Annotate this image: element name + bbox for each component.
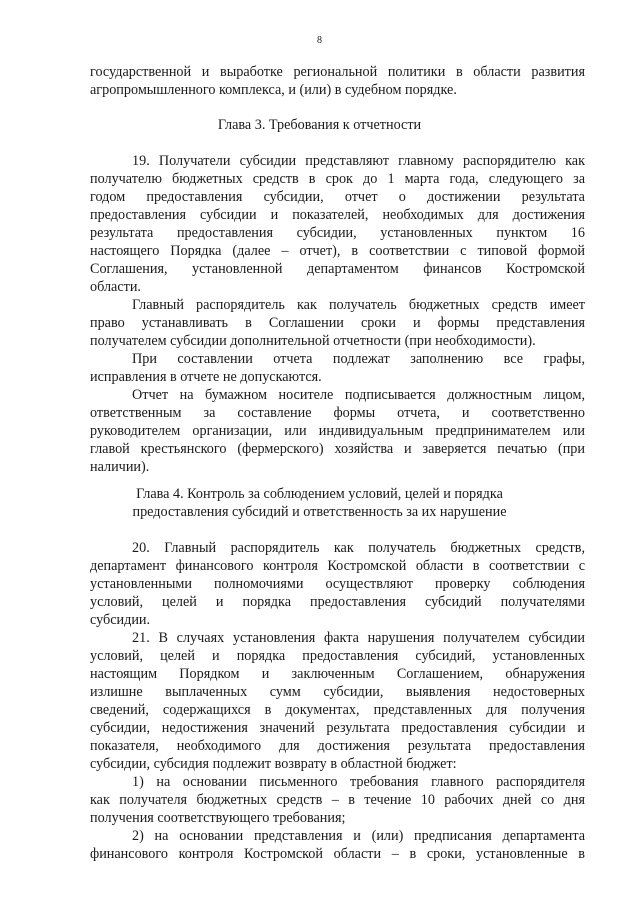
p19d-line-2: ответственным за составление формы отчета, и соответственно (90, 405, 585, 421)
p19d-line-3: руководителем организации, или индивидуальным предпринимателем или (90, 423, 585, 439)
p19-line-7: Соглашения, установленной департаментом финансов Костромской (90, 261, 585, 277)
p19-line-6: настоящего Порядка (далее – отчет), в соответствии с типовой формой (90, 243, 585, 259)
intro-line-2: агропромышленного комплекса, и (или) в судебном порядке. (90, 82, 457, 98)
p21-line-4: излишне выплаченных сумм субсидии, выявления недостоверных (90, 684, 585, 700)
chapter-4-title-line-2: предоставления субсидий и ответственность за их нарушение (132, 504, 507, 520)
intro-line-1: государственной и выработке региональной политики в области развития (90, 64, 585, 80)
p20-line-5: субсидии. (90, 612, 151, 628)
p21-item1-line-3: получения соответствующего требования; (90, 810, 346, 826)
p21-item1-line-2: как получателя бюджетных средств – в течение 10 рабочих дней со дня (90, 792, 585, 808)
p19-line-8: области. (90, 279, 141, 295)
p19-line-4: предоставления субсидии и показателей, необходимых для достижения (90, 207, 585, 223)
p21-line-5: сведений, содержащихся в документах, представленных для получения (90, 702, 585, 718)
p21-line-8: субсидии, субсидия подлежит возврату в областной бюджет: (90, 756, 457, 772)
p19d-line-5: наличии). (90, 459, 150, 475)
p19d-line-1: Отчет на бумажном носителе подписывается должностным лицом, (132, 387, 585, 403)
p19b-line-3: получателем субсидии дополнительной отчетности (при необходимости). (90, 333, 536, 349)
p21-line-2: условий, целей и порядка предоставления субсидий, установленных (90, 648, 585, 664)
p19b-line-2: право устанавливать в Соглашении сроки и формы представления (90, 315, 585, 331)
page-number: 8 (317, 35, 322, 46)
p19c-line-2: исправления в отчете не допускаются. (90, 369, 322, 385)
p19c-line-1: При составлении отчета подлежат заполнению все графы, (132, 351, 585, 367)
p20-line-3: установленными полномочиями осуществляют проверку соблюдения (90, 576, 585, 592)
p21-item1-line-1: 1) на основании письменного требования главного распорядителя (132, 774, 585, 790)
p19-line-1: 19. Получатели субсидии представляют главному распорядителю как (132, 153, 585, 169)
p19d-line-4: главой крестьянского (фермерского) хозяйства и заверяется печатью (при (90, 441, 585, 457)
chapter-3-title: Глава 3. Требования к отчетности (217, 117, 422, 133)
p21-item2-line-2: финансового контроля Костромской области – в сроки, установленные в (90, 846, 585, 862)
p21-item2-line-1: 2) на основании представления и (или) предписания департамента (132, 828, 585, 844)
p21-line-1: 21. В случаях установления факта нарушения получателем субсидии (132, 630, 585, 646)
p19-line-5: результата предоставления субсидии, установленных пунктом 16 (90, 225, 585, 241)
p19-line-3: годом предоставления субсидии, отчет о достижении результата (90, 189, 585, 205)
p21-line-6: субсидии, недостижения значений результата предоставления субсидии и (90, 720, 585, 736)
p20-line-2: департамент финансового контроля Костромской области в соответствии с (90, 558, 585, 574)
p19b-line-1: Главный распорядитель как получатель бюджетных средств имеет (132, 297, 585, 313)
p21-line-7: показателя, необходимого для достижения результата предоставления (90, 738, 585, 754)
chapter-4-title-line-1: Глава 4. Контроль за соблюдением условий, целей и порядка (136, 486, 503, 502)
p20-line-4: условий, целей и порядка предоставления субсидий получателями (90, 594, 585, 610)
p19-line-2: получателю бюджетных средств в срок до 1 марта года, следующего за (90, 171, 585, 187)
p21-line-3: настоящим Порядком и заключенным Соглашением, обнаружения (90, 666, 585, 682)
p20-line-1: 20. Главный распорядитель как получатель бюджетных средств, (132, 540, 585, 556)
